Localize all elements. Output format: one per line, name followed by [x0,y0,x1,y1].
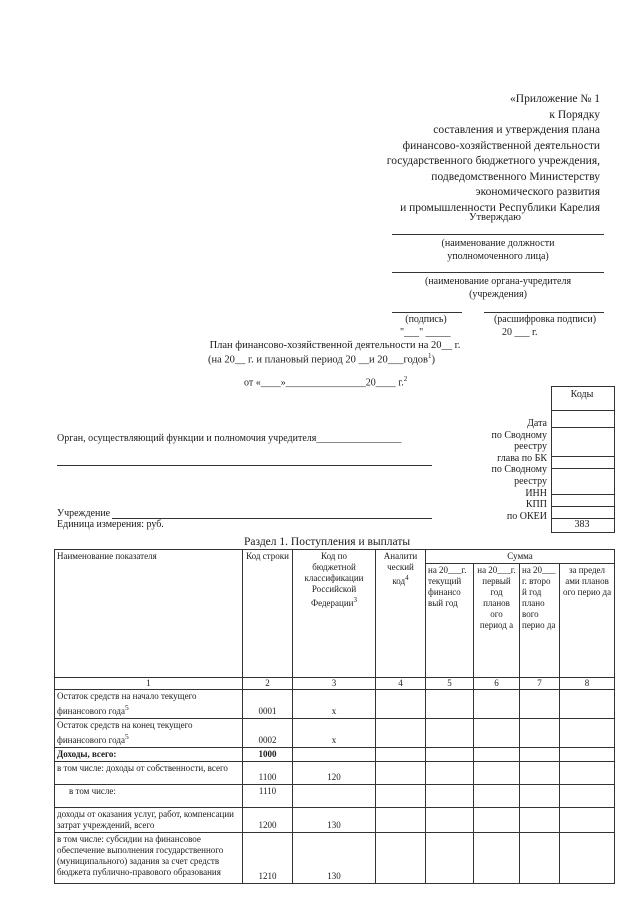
cell[interactable] [520,690,560,719]
col-number: 6 [474,678,520,690]
table-row [55,808,615,833]
approve-date-left: "___" _____ [400,327,451,338]
row-budget [293,748,376,762]
row-code: 1110 [243,785,293,808]
cell[interactable] [520,785,560,808]
header-analytic-3: код [392,576,406,586]
table-row [55,833,615,884]
approve-title: Утверждаю [469,212,521,223]
header-analytic [376,550,426,678]
cell[interactable] [560,762,615,785]
cell[interactable] [376,785,426,808]
header-budget-4: Российской [311,584,357,594]
table-row [55,748,615,762]
cell[interactable] [520,748,560,762]
column-number-row [55,678,615,690]
col-number: 8 [560,678,615,690]
col-number: 1 [55,678,243,690]
cell[interactable] [376,690,426,719]
header-analytic-2: ческий [387,562,414,572]
cell[interactable] [474,833,520,884]
cell[interactable] [474,690,520,719]
decode-caption: (расшифровка подписи) [493,314,597,325]
row-budget: 130 [293,833,376,884]
organ-caption-1: (наименование органа-учредителя [424,276,572,287]
cell[interactable] [474,748,520,762]
cell[interactable] [560,808,615,833]
annex-line: подведомственного Министерству [431,170,600,183]
annex-line: и промышленности Республики Карелия [400,201,600,214]
cell[interactable] [426,719,474,748]
codes-divider [551,494,614,495]
cell[interactable] [560,690,615,719]
row-budget: 130 [293,808,376,833]
code-label-bk: глава по БК [497,452,547,464]
row-name-sup: 5 [124,732,129,741]
codes-box [551,386,615,533]
row-code: 0001 [243,690,293,719]
annex-line: финансово-хозяйственной деятельности [402,139,600,152]
cell[interactable] [376,762,426,785]
cell[interactable] [426,785,474,808]
col-number: 2 [243,678,293,690]
code-label-registry-b2: реестру [514,475,547,487]
annex-block [280,92,600,216]
row-code: 1200 [243,808,293,833]
codes-divider [551,410,614,411]
row-name-text: Остаток средств на конец текущего финансового года [57,720,193,745]
header-budget-5-wrap [295,595,373,609]
organ-caption [392,275,604,301]
code-label-registry-b: по Сводному [491,464,547,476]
header-analytic-sup: 4 [405,574,409,582]
cell[interactable] [426,690,474,719]
table-row [55,719,615,748]
header-col5: на 20___г. текущий финансо вый год [426,564,474,678]
signature-caption: (подпись) [405,314,447,325]
col-number: 5 [426,678,474,690]
cell[interactable] [560,748,615,762]
row-code: 1210 [243,833,293,884]
annex-line: к Порядку [549,108,600,121]
header-col7: на 20___ г. второ й год плано вого перио да [520,564,560,678]
codes-divider [551,506,614,507]
cell[interactable] [560,833,615,884]
annex-line: составления и утверждения плана [433,124,600,136]
unit-label: Единица измерения: руб. [57,519,164,530]
cell[interactable] [520,808,560,833]
cell[interactable] [520,833,560,884]
plan-title-2-sup: 1 [428,352,432,360]
header-analytic-3-wrap [378,573,423,587]
row-name-sup: 5 [124,703,129,712]
annex-line: экономического развития [475,186,600,198]
organ-line [392,272,604,273]
header-col8: за предел ами планов ого перио да [560,564,615,678]
header-budget-5: Федерации [310,598,354,608]
cell[interactable] [474,785,520,808]
codes-divider [551,427,614,428]
table-header-row [55,550,615,564]
position-caption-1: (наименование должности [441,238,555,249]
cell[interactable] [520,719,560,748]
header-col6: на 20___г. первый год планов ого период а [474,564,520,678]
code-label-kpp: КПП [525,499,547,511]
row-name: доходы от оказания услуг, работ, компенсации затрат учреждений, всего [55,808,243,833]
decode-line [484,312,604,313]
row-code: 1000 [243,748,293,762]
cell[interactable] [376,808,426,833]
cell[interactable] [474,762,520,785]
cell[interactable] [474,808,520,833]
row-name: в том числе: доходы от собственности, всего [55,762,243,785]
cell[interactable] [426,808,474,833]
plan-title-2: (на 20__ г. и плановый период 20 __и 20___годов [208,354,429,366]
plan-title-2-end: ) [431,354,436,366]
cell[interactable] [560,719,615,748]
codes-divider [551,456,614,457]
col-number: 3 [293,678,376,690]
position-line [392,234,604,235]
annex-line: государственного бюджетного учреждения, [386,155,600,167]
receipts-table [54,549,615,884]
table-row [55,785,615,808]
plan-date-wrap [244,375,484,388]
plan-title-1: План финансово-хозяйственной деятельности на 20__ г. [209,340,461,351]
cell[interactable] [474,719,520,748]
header-budget-3: классификации [304,573,364,583]
code-label-inn: ИНН [525,487,547,499]
cell[interactable] [560,785,615,808]
row-budget: x [293,719,376,748]
col-number: 7 [520,678,560,690]
cell[interactable] [376,833,426,884]
row-name: в том числе: субсидии на финансовое обеспечение выполнения государственного (муниципального) задания за счет средств бюджета публично-правового образования [55,833,243,884]
codes-header: Коды [570,389,594,400]
header-analytic-1: Аналити [383,551,418,561]
annex-line: «Приложение № 1 [510,93,600,105]
cell[interactable] [376,748,426,762]
header-name: Наименование показателя [55,550,243,678]
okei-value: 383 [574,519,590,530]
organ-caption-2: (учреждения) [469,289,527,300]
section-title: Раздел 1. Поступления и выплаты [244,536,411,548]
codes-labels [420,418,547,522]
row-name: Доходы, всего: [55,748,243,762]
header-code: Код строки [243,550,293,678]
cell[interactable] [376,719,426,748]
plan-title-2-wrap [208,352,508,366]
position-caption [392,237,604,263]
row-code: 0002 [243,719,293,748]
code-label-date: Дата [527,418,547,429]
header-budget-1: Код по [321,551,347,561]
table-row [55,762,615,785]
header-sum: Сумма [426,550,615,564]
header-budget-sup: 3 [353,596,357,604]
codes-divider [551,468,614,469]
row-name [55,719,243,748]
row-budget: x [293,690,376,719]
institution-label: Учреждение [57,508,111,519]
position-caption-2: уполномоченного лица) [447,251,549,262]
plan-date-sup: 2 [403,375,408,383]
code-label-registry: по Сводному [491,429,547,441]
col-number: 4 [376,678,426,690]
code-label-registry-2: реестру [514,441,547,453]
row-budget: 120 [293,762,376,785]
cell[interactable] [426,748,474,762]
code-label-okei: по ОКЕИ [506,510,547,522]
header-budget-code [293,550,376,678]
cell[interactable] [520,762,560,785]
table-row [55,690,615,719]
plan-date: от «____»________________20____ г. [244,377,404,389]
cell[interactable] [426,762,474,785]
row-name: в том числе: [55,785,243,808]
organ-fill-line [57,465,432,466]
header-budget-2: бюджетной [312,562,356,572]
row-name-text: Остаток средств на начало текущего финансового года [57,691,197,716]
organ-label: Орган, осуществляющий функции и полномочия учредителя_________________ [57,433,402,444]
row-name [55,690,243,719]
cell[interactable] [426,833,474,884]
row-code: 1100 [243,762,293,785]
row-budget [293,785,376,808]
signature-line [392,312,462,313]
approve-date-right: 20 ___ г. [502,327,538,338]
